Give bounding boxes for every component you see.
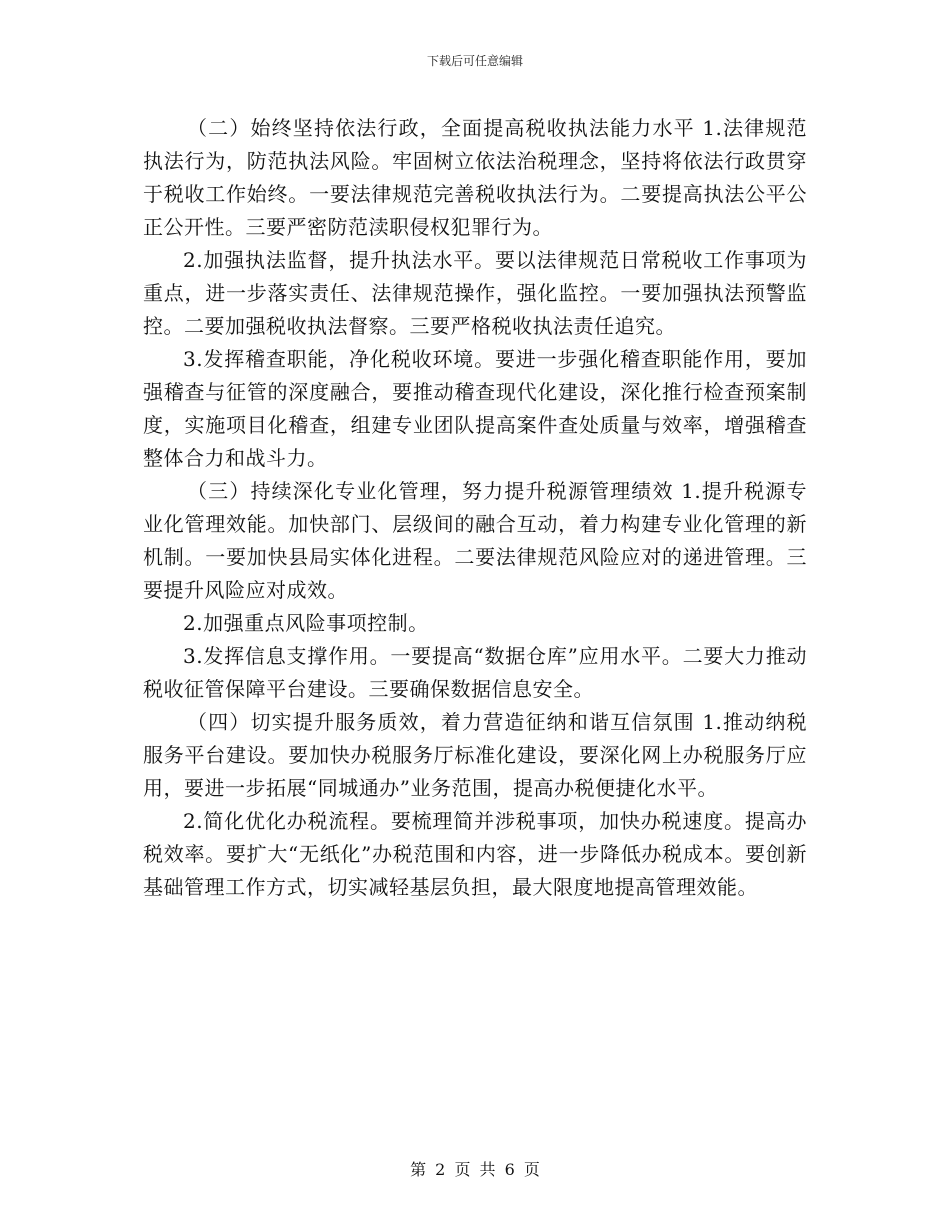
- paragraph-section-3: （三）持续深化专业化管理，努力提升税源管理绩效 1.提升税源专业化管理效能。加快部门、层级间的融合互动，着力构建专业化管理的新机制。一要加快县局实体化进程。二要法律规范风险应对的递进管理。三要提升风险应对成效。: [143, 479, 807, 602]
- page-header: 下载后可任意编辑: [426, 54, 523, 68]
- paragraph: 2.简化优化办税流程。要梳理简并涉税事项，加快办税速度。提高办税效率。要扩大“无纸化”办税范围和内容，进一步降低办税成本。要创新基础管理工作方式，切实减轻基层负担，最大限度地提高管理效能。: [143, 809, 807, 899]
- paragraph-section-4: （四）切实提升服务质效，着力营造征纳和谐互信氛围 1.推动纳税服务平台建设。要加快办税服务厅标准化建设，要深化网上办税服务厅应用，要进一步拓展“同城通办”业务范围，提高办税便捷化水平。: [143, 710, 807, 800]
- paragraph: 3.发挥稽查职能，净化税收环境。要进一步强化稽查职能作用，要加强稽查与征管的深度融合，要推动稽查现代化建设，深化推行检查预案制度，实施项目化稽查，组建专业团队提高案件查处质量与效率，增强稽查整体合力和战斗力。: [143, 347, 807, 470]
- paragraph: 3.发挥信息支撑作用。一要提高“数据仓库”应用水平。二要大力推动税收征管保障平台建设。三要确保数据信息安全。: [143, 644, 807, 701]
- paragraph: 2.加强重点风险事项控制。: [183, 611, 429, 635]
- page-number-footer: 第 2 页 共 6 页: [410, 1160, 540, 1179]
- document-body: [143, 112, 807, 904]
- paragraph: 2.加强执法监督，提升执法水平。要以法律规范日常税收工作事项为重点，进一步落实责任、法律规范操作，强化监控。一要加强执法预警监控。二要加强税收执法督察。三要严格税收执法责任追究。: [143, 248, 807, 338]
- paragraph-section-2: （二）始终坚持依法行政，全面提高税收执法能力水平 1.法律规范执法行为，防范执法风险。牢固树立依法治税理念，坚持将依法行政贯穿于税收工作始终。一要法律规范完善税收执法行为。二要提高执法公平公正公开性。三要严密防范渎职侵权犯罪行为。: [143, 116, 807, 239]
